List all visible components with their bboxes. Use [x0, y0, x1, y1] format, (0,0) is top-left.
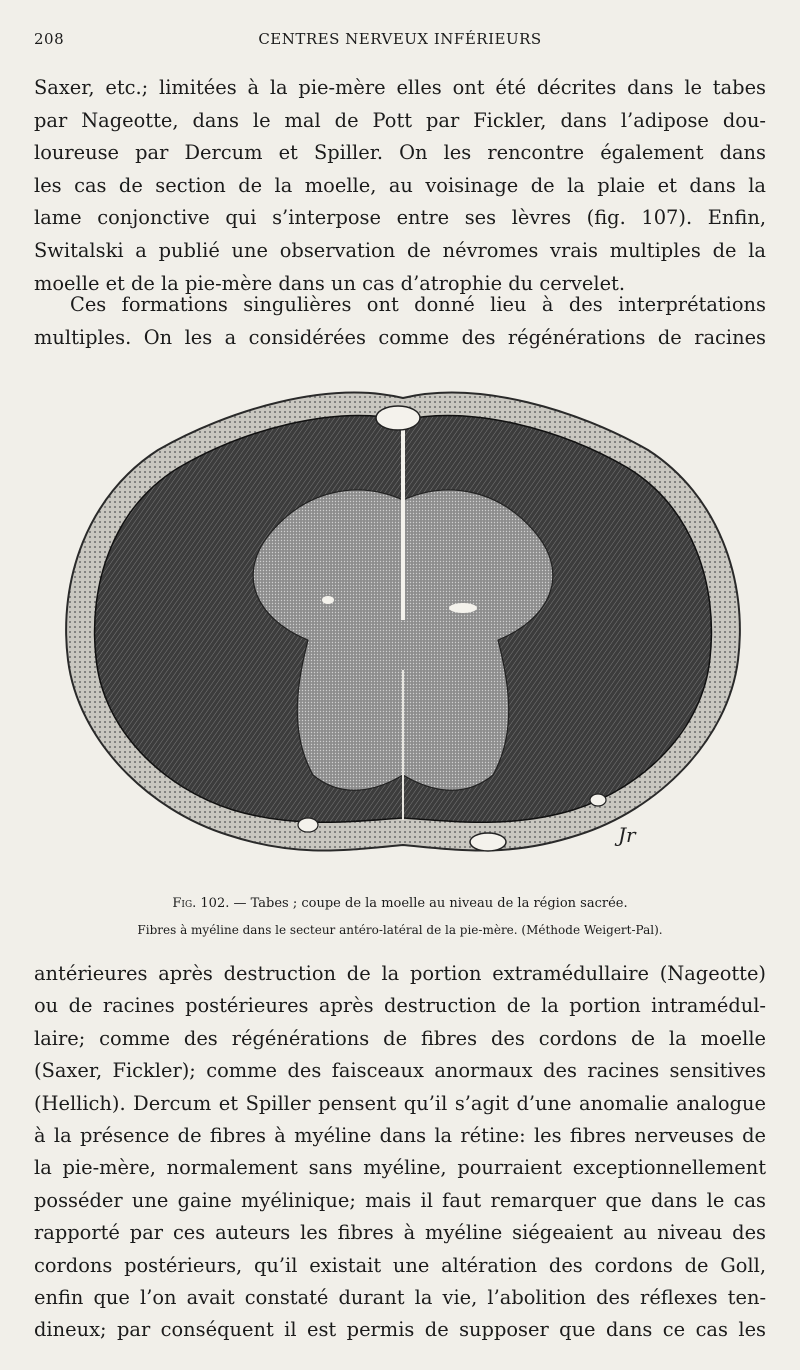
text-line: multiples. On les a considérées comme des régénérations de racines: [34, 325, 766, 349]
text-line: cordons postérieurs, qu’il existait une altération des cordons de Goll,: [34, 1253, 766, 1277]
spinal-cord-section-figure: [58, 380, 748, 870]
paragraph-3: [34, 958, 766, 1347]
vessel: [322, 596, 334, 604]
text-line: moelle et de la pie-mère dans un cas d’atrophie du cervelet.: [34, 271, 625, 295]
text-line: par Nageotte, dans le mal de Pott par Fickler, dans l’adipose dou-: [34, 108, 766, 132]
text-line: Ces formations singulières ont donné lieu à des interprétations: [70, 293, 766, 316]
vessel: [449, 603, 477, 613]
paragraph-2: [34, 289, 766, 354]
page-number: 208: [34, 30, 65, 48]
paragraph-1: [34, 72, 766, 300]
text-line: Switalski a publié une observation de névromes vrais multiples de la: [34, 238, 766, 262]
text-line: dineux; par conséquent il est permis de supposer que dans ce cas les: [34, 1318, 766, 1342]
text-line: la pie-mère, normalement sans myéline, pourraient exceptionnellement: [34, 1156, 766, 1180]
text-line: (Hellich). Dercum et Spiller pensent qu’il s’agit d’une anomalie analogue: [34, 1091, 766, 1115]
spinal-cord-illustration: [58, 380, 748, 870]
vessel: [470, 833, 506, 851]
figure-caption-line-2: Fibres à myéline dans le secteur antéro-latéral de la pie-mère. (Méthode Weigert-Pal).: [137, 923, 663, 937]
running-title: CENTRES NERVEUX INFÉRIEURS: [258, 30, 542, 48]
text-line: ou de racines postérieures après destruction de la portion intramédul-: [34, 994, 766, 1018]
text-line: rapporté par ces auteurs les fibres à myéline siégeaient au niveau des: [34, 1221, 766, 1245]
text-line: loureuse par Dercum et Spiller. On les rencontre également dans: [34, 141, 766, 165]
vessel: [376, 406, 420, 430]
text-line: Saxer, etc.; limitées à la pie-mère elles ont été décrites dans le tabes: [34, 76, 766, 99]
artist-signature: Jr: [618, 823, 636, 847]
text-line: laire; comme des régénérations de fibres des cordons de la moelle: [34, 1026, 766, 1050]
text-line: antérieures après destruction de la portion extramédullaire (Nageotte): [34, 962, 766, 985]
text-line: à la présence de fibres à myéline dans la rétine: les fibres nerveuses de: [34, 1124, 766, 1148]
figure-label: Fig. 102.: [172, 896, 230, 911]
text-line: les cas de section de la moelle, au voisinage de la plaie et dans la: [34, 173, 766, 197]
text-line: posséder une gaine myélinique; mais il faut remarquer que dans le cas: [34, 1188, 766, 1212]
text-line: lame conjonctive qui s’interpose entre ses lèvres (fig. 107). Enfin,: [34, 206, 766, 230]
text-line: enfin que l’on avait constaté durant la vie, l’abolition des réflexes ten-: [34, 1286, 766, 1310]
figure-caption-line-1: [40, 892, 760, 916]
text-line: (Saxer, Fickler); comme des faisceaux anormaux des racines sensitives: [34, 1059, 766, 1083]
caption-text: — Tabes ; coupe de la moelle au niveau de la région sacrée.: [233, 896, 628, 911]
vessel: [590, 794, 606, 806]
running-head: [34, 30, 766, 54]
vessel: [298, 818, 318, 832]
